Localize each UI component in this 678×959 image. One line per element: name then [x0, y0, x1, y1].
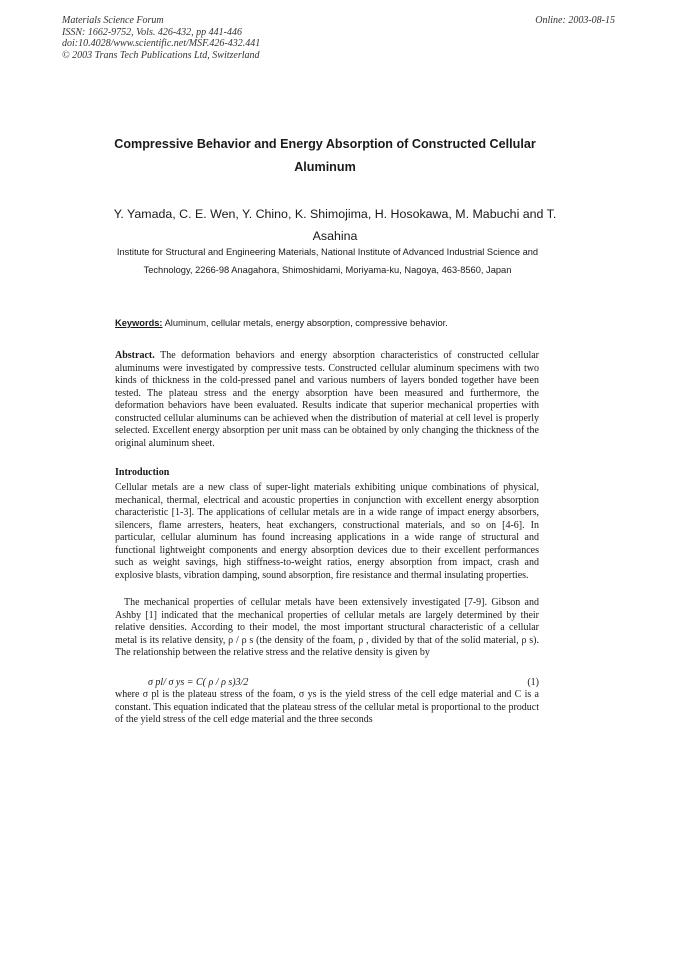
author-list: Y. Yamada, C. E. Wen, Y. Chino, K. Shimojima, H. Hosokawa, M. Mabuchi and T. Asahina [113, 207, 557, 243]
journal-name: Materials Science Forum [62, 15, 164, 26]
issn-line: ISSN: 1662-9752, Vols. 426-432, pp 441-446 [62, 26, 242, 38]
paper-title: Compressive Behavior and Energy Absorption of Constructed Cellular Aluminum [114, 137, 536, 174]
intro-paragraph-3: where σ pl is the plateau stress of the foam, σ ys is the yield stress of the cell edge material and C is a constant. This equation indicated that the plateau stress of the cellular metal is proportional to the product of the yield stress of the cell edge material and the three seconds [115, 689, 539, 725]
section-heading-introduction: Introduction [115, 467, 170, 478]
keywords-line [115, 317, 565, 329]
copyright-line: © 2003 Trans Tech Publications Ltd, Switzerland [62, 49, 260, 61]
abstract-label: Abstract. [115, 350, 155, 361]
journal-header [62, 15, 260, 61]
doi-line: doi:10.4028/www.scientific.net/MSF.426-432.441 [62, 38, 261, 49]
abstract [115, 350, 539, 450]
affiliation: Institute for Structural and Engineering Materials, National Institute of Advanced Industrial Science and Technology, 2266-98 Anagahora, Shimoshidami, Moriyama-ku, Nagoya, 463-8560, Japan [116, 247, 539, 275]
equation-expression: σ pl/ σ ys = C( ρ / ρ s)3/2 [148, 677, 249, 688]
online-date: Online: 2003-08-15 [535, 15, 615, 26]
abstract-text: The deformation behaviors and energy absorption characteristics of constructed cellular aluminums were investigated by compressive tests. Constructed cellular aluminum specimens with two kinds of thickness in the cold-pressed panel and various numbers of layers bonded together have been tested. The plateau stress and the energy absorption have been measured and furthermore, the deformation behaviors have been evaluated. Results indicate that superior mechanical properties with constructed cellular aluminums can be achieved when the distribution of material at cell level is properly selected. Excellent energy absorption per unit mass can be obtained by only changing the thickness of the original aluminum sheet. [115, 350, 539, 449]
intro-paragraph-1: Cellular metals are a new class of super-light materials exhibiting unique combinations of physical, mechanical, thermal, electrical and acoustic properties in conjunction with excellent energy absorption characteristic [1-3]. The applications of cellular metals are in a wide range of impact energy absorbers, silencers, flame arresters, heaters, heat exchangers, constructional materials, and so on [4-6]. In particular, cellular aluminum has found increasing applications in a wide range of structural and functional lightweight components and energy absorption devices due to their excellent performances such as weight savings, high stiffness-to-weight ratios, energy absorption from impact, crash and explosive blasts, vibration damping, sound absorption, fire resistance and thermal insulating properties. [115, 482, 539, 581]
keywords-text: Aluminum, cellular metals, energy absorption, compressive behavior. [164, 318, 448, 328]
intro-paragraph-2: The mechanical properties of cellular metals have been extensively investigated [7-9]. Gibson and Ashby [1] indicated that the mechanical properties of cellular metals are largely determined by their relative densities. According to their model, the most important structural characteristic of a cellular metal is its relative density, ρ / ρ s (the density of the foam, ρ , divided by that of the solid material, ρ s). The relationship between the relative stress and the relative density is given by [115, 597, 539, 658]
keywords-label: Keywords: [115, 318, 163, 328]
equation-number: (1) [527, 677, 539, 688]
